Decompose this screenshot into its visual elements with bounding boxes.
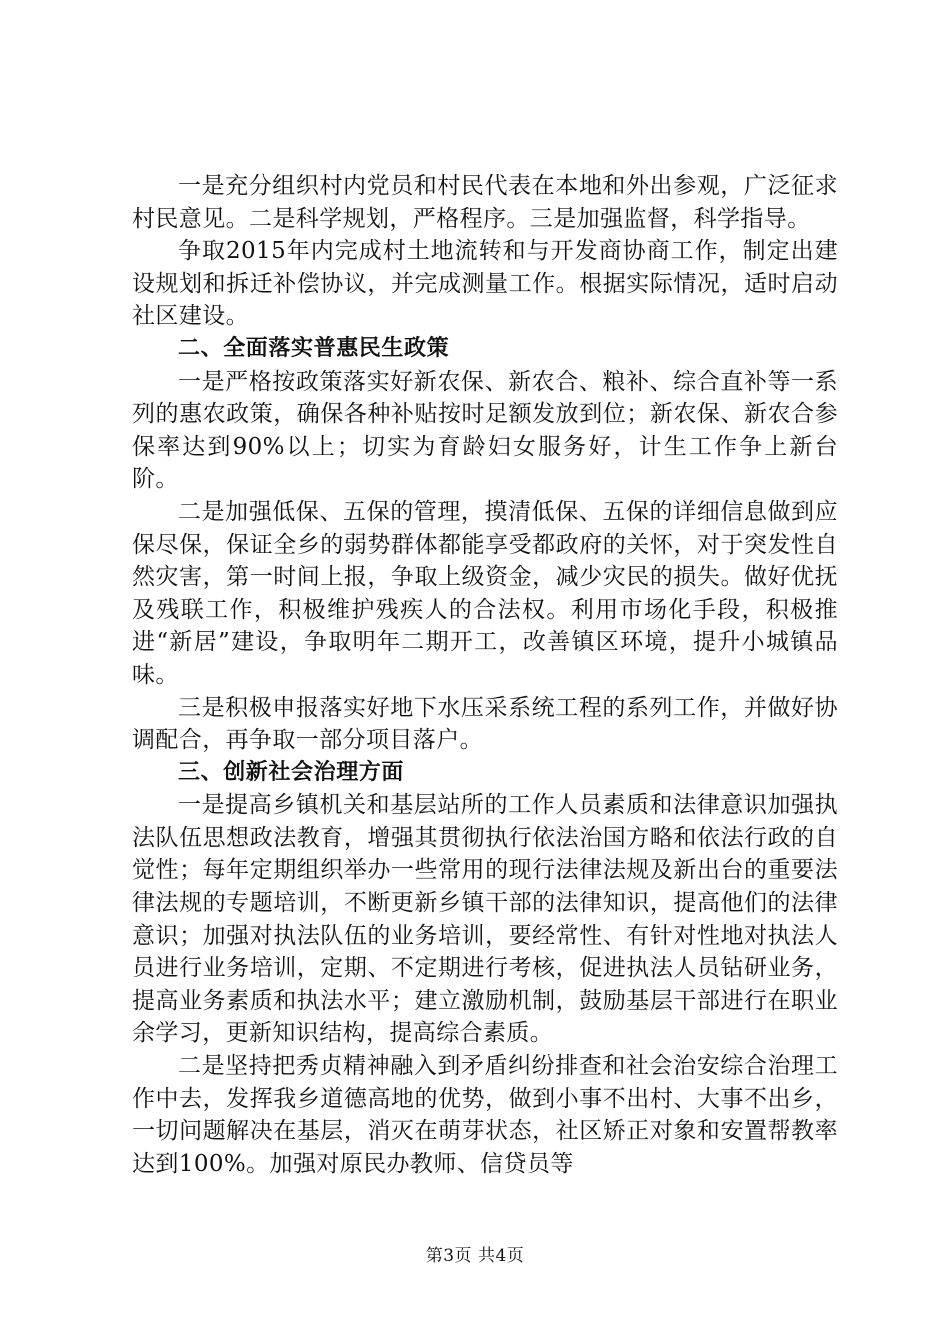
section-heading: 三、创新社会治理方面 [178, 759, 405, 785]
document-body [132, 170, 838, 1180]
paragraph: 三是积极申报落实好地下水压采系统工程的系列工作，并做好协调配合，再争取一部分项目落户。 [132, 694, 838, 754]
paragraph: 二是加强低保、五保的管理，摸清低保、五保的详细信息做到应保尽保，保证全乡的弱势群体都能享受都政府的关怀，对于突发性自然灾害，第一时间上报，争取上级资金，减少灾民的损失。做好优抚及残联工作，积极维护残疾人的合法权。利用市场化手段，积极推进“新居”建设，争取明年二期开工，改善镇区环境，提升小城镇品味。 [132, 498, 838, 688]
page-number-footer: 第3页 共4页 [425, 1246, 525, 1266]
paragraph: 一是严格按政策落实好新农保、新农合、粮补、综合直补等一系列的惠农政策，确保各种补贴按时足额发放到位；新农保、新农合参保率达到90%以上；切实为育龄妇女服务好，计生工作争上新台阶。 [132, 368, 838, 493]
section-heading: 二、全面落实普惠民生政策 [178, 335, 450, 361]
paragraph: 二是坚持把秀贞精神融入到矛盾纠纷排查和社会治安综合治理工作中去，发挥我乡道德高地的优势，做到小事不出村、大事不出乡，一切问题解决在基层，消灭在萌芽状态，社区矫正对象和安置帮教率达到100%。加强对原民办教师、信贷员等 [132, 1053, 838, 1177]
paragraph: 一是提高乡镇机关和基层站所的工作人员素质和法律意识加强执法队伍思想政法教育，增强其贯彻执行依法治国方略和依法行政的自觉性；每年定期组织举办一些常用的现行法律法规及新出台的重要法律法规的专题培训，不断更新乡镇干部的法律知识，提高他们的法律意识；加强对执法队伍的业务培训，要经常性、有针对性地对执法人员进行业务培训，定期、不定期进行考核，促进执法人员钻研业务，提高业务素质和执法水平；建立激励机制，鼓励基层干部进行在职业余学习，更新知识结构，提高综合素质。 [132, 792, 838, 1047]
paragraph: 争取2015年内完成村土地流转和与开发商协商工作，制定出建设规划和拆迁补偿协议，并完成测量工作。根据实际情况，适时启动社区建设。 [132, 238, 838, 330]
paragraph: 一是充分组织村内党员和村民代表在本地和外出参观，广泛征求村民意见。二是科学规划，严格程序。三是加强监督，科学指导。 [132, 173, 838, 232]
